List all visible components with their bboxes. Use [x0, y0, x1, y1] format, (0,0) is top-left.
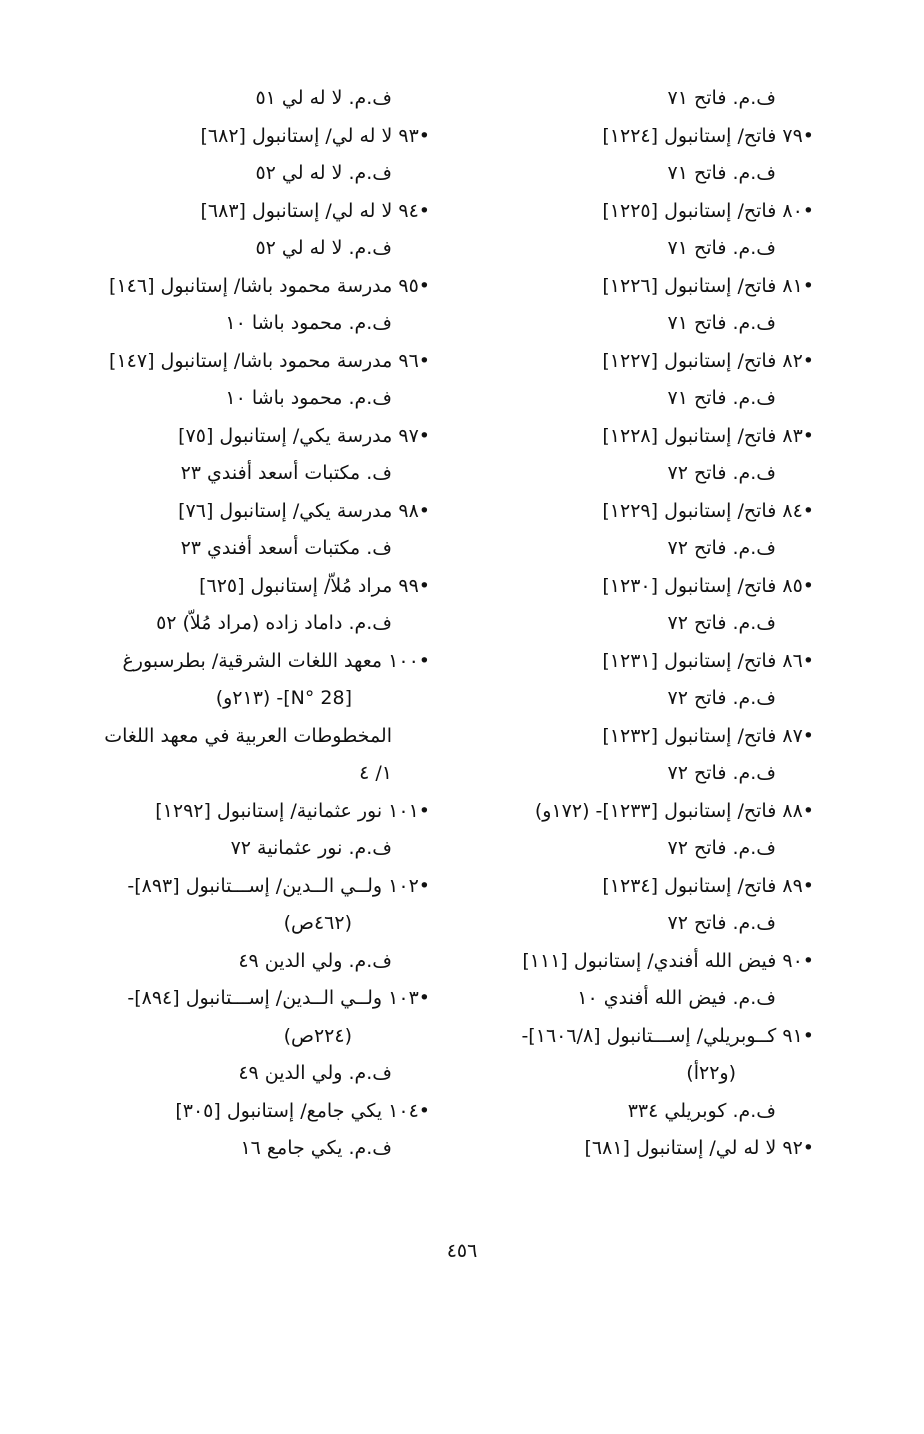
catalog-reference: ف.م. فاتح ٧١ — [667, 162, 776, 184]
manuscript-entry: •١٠٤ يكي جامع/ إستانبول [٣٠٥] — [175, 1099, 430, 1122]
catalog-note: المخطوطات العربية في معهد اللغات — [104, 724, 392, 747]
manuscript-entry: •١٠١ نور عثمانية/ إستانبول [١٢٩٢] — [155, 799, 430, 822]
catalog-reference: ف.م. فاتح ٧٢ — [667, 762, 776, 784]
manuscript-entry: •٩٢ لا له لي/ إستانبول [٦٨١] — [584, 1137, 814, 1159]
catalog-reference: ف.م. كوبريلي ٣٣٤ — [627, 1099, 776, 1122]
manuscript-entry: •٩٥ مدرسة محمود باشا/ إستانبول [١٤٦] — [109, 274, 430, 297]
catalog-reference: ف.م. لا له لي ٥٢ — [255, 237, 392, 259]
manuscript-entry: •٨٣ فاتح/ إستانبول [١٢٢٨] — [602, 424, 814, 447]
entry-continuation: (٤٦٢ص) — [283, 912, 352, 934]
manuscript-entry: •٩٨ مدرسة يكي/ إستانبول [٧٦] — [178, 499, 430, 522]
manuscript-entry: •٧٩ فاتح/ إستانبول [١٢٢٤] — [602, 124, 814, 147]
manuscript-entry: •١٠٢ ولــي الــدين/ إســـتانبول [٨٩٣]- — [127, 874, 430, 897]
catalog-reference: ف.م. فاتح ٧١ — [667, 87, 776, 109]
catalog-reference: ف.م. داماد زاده (مراد مُلاّ) ٥٢ — [156, 612, 392, 634]
catalog-reference: ف.م. فاتح ٧١ — [667, 312, 776, 334]
manuscript-entry: •٨٨ فاتح/ إستانبول [١٢٣٣]- (١٧٢و) — [534, 799, 814, 822]
manuscript-entry: •٨١ فاتح/ إستانبول [١٢٢٦] — [602, 274, 814, 297]
entry-continuation: [N° 28]- (٢١٣و) — [215, 687, 352, 709]
catalog-reference: ف.م. فاتح ٧١ — [667, 237, 776, 259]
catalog-reference: ف.م. نور عثمانية ٧٢ — [230, 837, 392, 859]
manuscript-entry: •٨٩ فاتح/ إستانبول [١٢٣٤] — [602, 874, 814, 897]
catalog-reference: ف.م. فاتح ٧٢ — [667, 462, 776, 484]
manuscript-entry: •٩٠ فيض الله أفندي/ إستانبول [١١١] — [522, 949, 814, 972]
manuscript-entry: •٩٣ لا له لي/ إستانبول [٦٨٢] — [200, 124, 430, 147]
catalog-reference: ف.م. ولي الدين ٤٩ — [238, 949, 392, 972]
entry-continuation: (٢٢٤ص) — [283, 1024, 352, 1047]
manuscript-entry: •٩٧ مدرسة يكي/ إستانبول [٧٥] — [178, 424, 430, 447]
catalog-reference: ف.م. محمود باشا ١٠ — [225, 387, 392, 409]
page-number: ٤٥٦ — [446, 1240, 478, 1262]
left-column — [85, 80, 430, 1168]
manuscript-entry: •٨٥ فاتح/ إستانبول [١٢٣٠] — [602, 574, 814, 597]
catalog-reference: ف. مكتبات أسعد أفندي ٢٣ — [180, 537, 392, 559]
catalog-reference: ف.م. فاتح ٧٢ — [667, 687, 776, 709]
manuscript-entry: •٨٤ فاتح/ إستانبول [١٢٢٩] — [602, 499, 814, 522]
manuscript-entry: •٩٤ لا له لي/ إستانبول [٦٨٣] — [200, 199, 430, 222]
catalog-reference: ف.م. فيض الله أفندي ١٠ — [577, 987, 776, 1009]
catalog-reference: ف.م. فاتح ٧٢ — [667, 612, 776, 634]
right-column — [464, 80, 814, 1168]
catalog-reference: ف.م. محمود باشا ١٠ — [225, 312, 392, 334]
catalog-reference: ف.م. فاتح ٧٢ — [667, 837, 776, 859]
manuscript-entry: •٨٧ فاتح/ إستانبول [١٢٣٢] — [602, 724, 814, 747]
manuscript-entry: •٩٩ مراد مُلاّ/ إستانبول [٦٢٥] — [199, 574, 430, 597]
manuscript-entry: •٨٠ فاتح/ إستانبول [١٢٢٥] — [602, 199, 814, 222]
catalog-note: ١/ ٤ — [359, 762, 392, 784]
manuscript-entry: •١٠٠ معهد اللغات الشرقية/ بطرسبورغ — [122, 649, 430, 672]
catalog-reference: ف.م. فاتح ٧٢ — [667, 537, 776, 559]
catalog-reference: ف. مكتبات أسعد أفندي ٢٣ — [180, 462, 392, 484]
catalog-reference: ف.م. ولي الدين ٤٩ — [238, 1062, 392, 1084]
manuscript-entry: •٨٦ فاتح/ إستانبول [١٢٣١] — [602, 649, 814, 672]
catalog-reference: ف.م. لا له لي ٥١ — [255, 87, 392, 109]
entry-continuation: (و٢٢أ) — [686, 1062, 736, 1084]
manuscript-entry: •٩٦ مدرسة محمود باشا/ إستانبول [١٤٧] — [109, 349, 430, 372]
manuscript-entry: •١٠٣ ولــي الــدين/ إســـتانبول [٨٩٤]- — [127, 987, 430, 1009]
catalog-reference: ف.م. فاتح ٧٢ — [667, 912, 776, 934]
manuscript-entry: •٨٢ فاتح/ إستانبول [١٢٢٧] — [602, 349, 814, 372]
manuscript-entry: •٩١ كــوبريلي/ إســـتانبول [١٦٠٦/٨]- — [521, 1024, 814, 1047]
catalog-reference: ف.م. لا له لي ٥٢ — [255, 162, 392, 184]
catalog-reference: ف.م. يكي جامع ١٦ — [240, 1137, 392, 1159]
catalog-reference: ف.م. فاتح ٧١ — [667, 387, 776, 409]
